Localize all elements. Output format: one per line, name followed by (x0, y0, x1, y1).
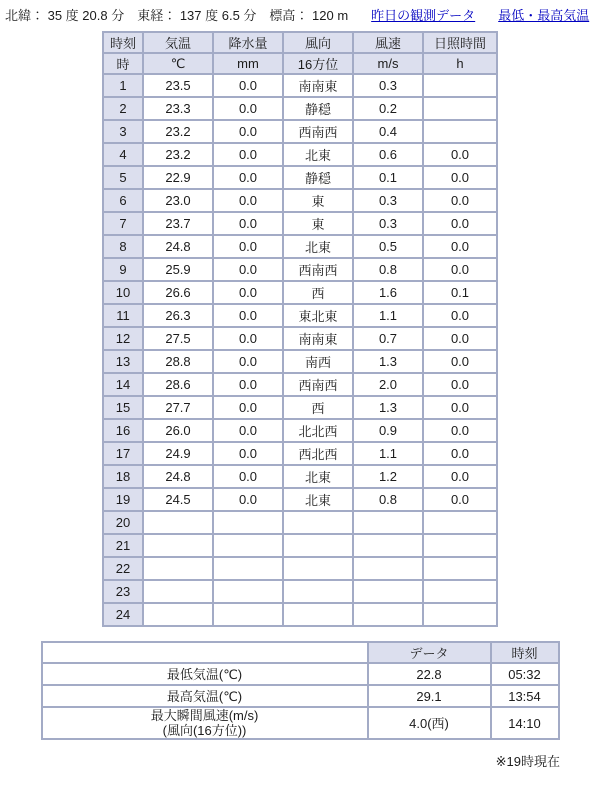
table-cell: 0.0 (213, 166, 283, 189)
table-cell: 25.9 (143, 258, 213, 281)
table-cell: 10 (103, 281, 143, 304)
table-row (103, 235, 497, 258)
table-cell: 05:32 (491, 663, 559, 685)
table-cell: 26.3 (143, 304, 213, 327)
table-cell: 0.9 (353, 419, 423, 442)
table-cell: 0.0 (213, 143, 283, 166)
table-cell: 0.4 (353, 120, 423, 143)
table-cell: 14:10 (491, 707, 559, 739)
table-cell: 17 (103, 442, 143, 465)
table-cell: 4 (103, 143, 143, 166)
station-info-bar (0, 0, 600, 23)
unit-celsius: ℃ (143, 53, 213, 74)
table-cell (213, 557, 283, 580)
table-row (42, 707, 559, 739)
table-cell: 3 (103, 120, 143, 143)
table-cell: 0.3 (353, 189, 423, 212)
table-cell: 0.0 (213, 97, 283, 120)
table-row (103, 327, 497, 350)
table-cell: 最大瞬間風速(m/s) (風向(16方位)) (42, 707, 368, 739)
table-cell: 北東 (283, 235, 353, 258)
link-min-max-temperature[interactable]: 最低・最高気温 (498, 8, 590, 23)
hourly-observation-table (102, 31, 498, 627)
table-cell: 0.0 (423, 419, 497, 442)
table-cell: 0.0 (423, 258, 497, 281)
table-row (103, 373, 497, 396)
table-cell (423, 511, 497, 534)
col-header-wind-speed: 風速 (353, 32, 423, 53)
table-cell: 1.3 (353, 350, 423, 373)
table-cell: 0.1 (423, 281, 497, 304)
table-cell (353, 580, 423, 603)
table-cell: 2 (103, 97, 143, 120)
table-cell (213, 603, 283, 626)
table-cell: 静穏 (283, 97, 353, 120)
table-cell: 南西 (283, 350, 353, 373)
table-cell: 8 (103, 235, 143, 258)
daily-extremes-table (41, 641, 560, 740)
table-cell (353, 534, 423, 557)
table-cell: 0.0 (423, 304, 497, 327)
table-row (103, 442, 497, 465)
table-row (103, 396, 497, 419)
table-cell: 0.0 (213, 396, 283, 419)
table-row (103, 511, 497, 534)
table-row (103, 97, 497, 120)
table-cell: 北東 (283, 465, 353, 488)
table-row (103, 603, 497, 626)
table-row (42, 685, 559, 707)
table-row (42, 663, 559, 685)
table-cell: 0.0 (423, 189, 497, 212)
table-cell: 西南西 (283, 373, 353, 396)
table-row (103, 350, 497, 373)
table-cell (423, 534, 497, 557)
table-row (103, 419, 497, 442)
table-cell: 24.5 (143, 488, 213, 511)
table-cell: 2.0 (353, 373, 423, 396)
table-cell (143, 603, 213, 626)
table-cell (283, 580, 353, 603)
table-row (103, 258, 497, 281)
link-yesterday-observation-data[interactable]: 昨日の観測データ (371, 8, 476, 23)
summary-table-head (42, 642, 559, 663)
table-cell (213, 580, 283, 603)
table-cell: 14 (103, 373, 143, 396)
table-cell: 26.6 (143, 281, 213, 304)
table-row (103, 74, 497, 97)
table-cell (283, 534, 353, 557)
table-cell (423, 603, 497, 626)
hourly-table-body (103, 74, 497, 626)
table-cell: 0.0 (213, 465, 283, 488)
table-cell: 22.8 (368, 663, 491, 685)
table-cell: 21 (103, 534, 143, 557)
table-cell (143, 557, 213, 580)
table-cell: 24 (103, 603, 143, 626)
table-cell: 9 (103, 258, 143, 281)
table-row (103, 580, 497, 603)
table-cell: 13 (103, 350, 143, 373)
table-cell: 0.0 (213, 281, 283, 304)
station-coordinates: 北緯： 35 度 20.8 分 東経： 137 度 6.5 分 標高： 120 m (5, 8, 349, 23)
table-cell: 15 (103, 396, 143, 419)
table-cell: 0.0 (213, 419, 283, 442)
table-cell (353, 511, 423, 534)
table-cell: 0.5 (353, 235, 423, 258)
table-cell: 0.0 (423, 212, 497, 235)
table-cell: 0.0 (213, 235, 283, 258)
table-cell: 西南西 (283, 258, 353, 281)
table-cell: 24.9 (143, 442, 213, 465)
table-cell: 1.3 (353, 396, 423, 419)
table-cell: 最高気温(℃) (42, 685, 368, 707)
summary-col-blank (42, 642, 368, 663)
table-cell (423, 74, 497, 97)
table-cell: 27.5 (143, 327, 213, 350)
as-of-time-note: ※19時現在 (495, 754, 560, 769)
table-cell: 0.0 (213, 189, 283, 212)
table-cell: 0.0 (213, 212, 283, 235)
table-cell: 西 (283, 396, 353, 419)
table-cell: 6 (103, 189, 143, 212)
unit-hour: 時 (103, 53, 143, 74)
table-cell: 19 (103, 488, 143, 511)
table-cell: 1.1 (353, 442, 423, 465)
table-row (103, 143, 497, 166)
table-cell (423, 557, 497, 580)
table-cell: 0.0 (423, 396, 497, 419)
table-cell: 4.0(西) (368, 707, 491, 739)
table-cell: 0.3 (353, 212, 423, 235)
table-cell: 0.8 (353, 488, 423, 511)
table-cell: 23.2 (143, 143, 213, 166)
table-cell: 22.9 (143, 166, 213, 189)
table-cell: 1.2 (353, 465, 423, 488)
hourly-table-head (103, 32, 497, 74)
table-cell: 29.1 (368, 685, 491, 707)
table-cell: 東 (283, 212, 353, 235)
col-header-temp: 気温 (143, 32, 213, 53)
table-cell: 13:54 (491, 685, 559, 707)
table-cell: 0.2 (353, 97, 423, 120)
table-cell: 0.0 (213, 120, 283, 143)
table-cell (353, 557, 423, 580)
table-cell: 28.8 (143, 350, 213, 373)
table-cell: 24.8 (143, 465, 213, 488)
table-cell: 28.6 (143, 373, 213, 396)
table-cell: 26.0 (143, 419, 213, 442)
table-cell: 23.7 (143, 212, 213, 235)
table-cell (283, 603, 353, 626)
table-cell: 0.0 (423, 143, 497, 166)
table-cell (423, 120, 497, 143)
table-cell: 0.7 (353, 327, 423, 350)
table-cell: 0.0 (213, 304, 283, 327)
table-row (103, 120, 497, 143)
summary-col-time: 時刻 (491, 642, 559, 663)
table-cell: 22 (103, 557, 143, 580)
table-cell: 23.2 (143, 120, 213, 143)
table-cell: 西南西 (283, 120, 353, 143)
table-cell (283, 557, 353, 580)
table-row (103, 166, 497, 189)
table-row (103, 557, 497, 580)
table-row (103, 465, 497, 488)
col-header-precip: 降水量 (213, 32, 283, 53)
table-cell: 南南東 (283, 327, 353, 350)
table-cell: 0.0 (213, 74, 283, 97)
table-cell: 1.1 (353, 304, 423, 327)
table-cell: 11 (103, 304, 143, 327)
table-cell: 0.0 (423, 166, 497, 189)
table-row (103, 304, 497, 327)
summary-table-body (42, 663, 559, 739)
table-row (103, 189, 497, 212)
table-cell (353, 603, 423, 626)
table-cell: 0.0 (423, 235, 497, 258)
table-cell: 1 (103, 74, 143, 97)
col-header-sunshine: 日照時間 (423, 32, 497, 53)
table-cell (213, 511, 283, 534)
table-cell: 23.0 (143, 189, 213, 212)
table-cell: 静穏 (283, 166, 353, 189)
table-cell (213, 534, 283, 557)
table-cell: 27.7 (143, 396, 213, 419)
table-row (103, 281, 497, 304)
summary-header-row (42, 642, 559, 663)
table-cell: 7 (103, 212, 143, 235)
table-cell: 最低気温(℃) (42, 663, 368, 685)
table-cell: 24.8 (143, 235, 213, 258)
col-header-time: 時刻 (103, 32, 143, 53)
table-cell: 20 (103, 511, 143, 534)
table-cell: 23.5 (143, 74, 213, 97)
table-cell (143, 534, 213, 557)
table-cell: 0.0 (213, 373, 283, 396)
table-cell (283, 511, 353, 534)
table-cell: 北東 (283, 488, 353, 511)
table-cell: 南南東 (283, 74, 353, 97)
table-cell: 5 (103, 166, 143, 189)
table-cell: 西北西 (283, 442, 353, 465)
table-cell: 16 (103, 419, 143, 442)
table-cell: 1.6 (353, 281, 423, 304)
table-row (103, 488, 497, 511)
table-cell: 東 (283, 189, 353, 212)
table-cell: 0.1 (353, 166, 423, 189)
table-cell: 0.0 (423, 350, 497, 373)
table-cell: 23 (103, 580, 143, 603)
table-cell (143, 511, 213, 534)
table-cell: 北東 (283, 143, 353, 166)
table-cell: 18 (103, 465, 143, 488)
col-header-wind-dir: 風向 (283, 32, 353, 53)
table-cell: 0.0 (213, 442, 283, 465)
table-cell (423, 97, 497, 120)
unit-ms: m/s (353, 53, 423, 74)
table-cell: 0.6 (353, 143, 423, 166)
summary-col-data: データ (368, 642, 491, 663)
table-cell: 12 (103, 327, 143, 350)
unit-hours: h (423, 53, 497, 74)
table-cell: 0.8 (353, 258, 423, 281)
table-cell: 東北東 (283, 304, 353, 327)
table-cell (143, 580, 213, 603)
table-cell: 0.0 (423, 442, 497, 465)
unit-mm: mm (213, 53, 283, 74)
hourly-header-row (103, 32, 497, 53)
table-row (103, 534, 497, 557)
table-row (103, 212, 497, 235)
table-cell: 0.0 (213, 327, 283, 350)
table-cell: 23.3 (143, 97, 213, 120)
table-cell: 0.0 (213, 488, 283, 511)
hourly-units-row (103, 53, 497, 74)
table-cell: 0.0 (423, 373, 497, 396)
table-cell (423, 580, 497, 603)
table-cell: 0.0 (213, 350, 283, 373)
table-cell: 0.0 (423, 465, 497, 488)
table-cell: 0.0 (213, 258, 283, 281)
table-cell: 西 (283, 281, 353, 304)
table-cell: 北北西 (283, 419, 353, 442)
table-cell: 0.0 (423, 488, 497, 511)
table-cell: 0.3 (353, 74, 423, 97)
unit-16points: 16方位 (283, 53, 353, 74)
table-cell: 0.0 (423, 327, 497, 350)
